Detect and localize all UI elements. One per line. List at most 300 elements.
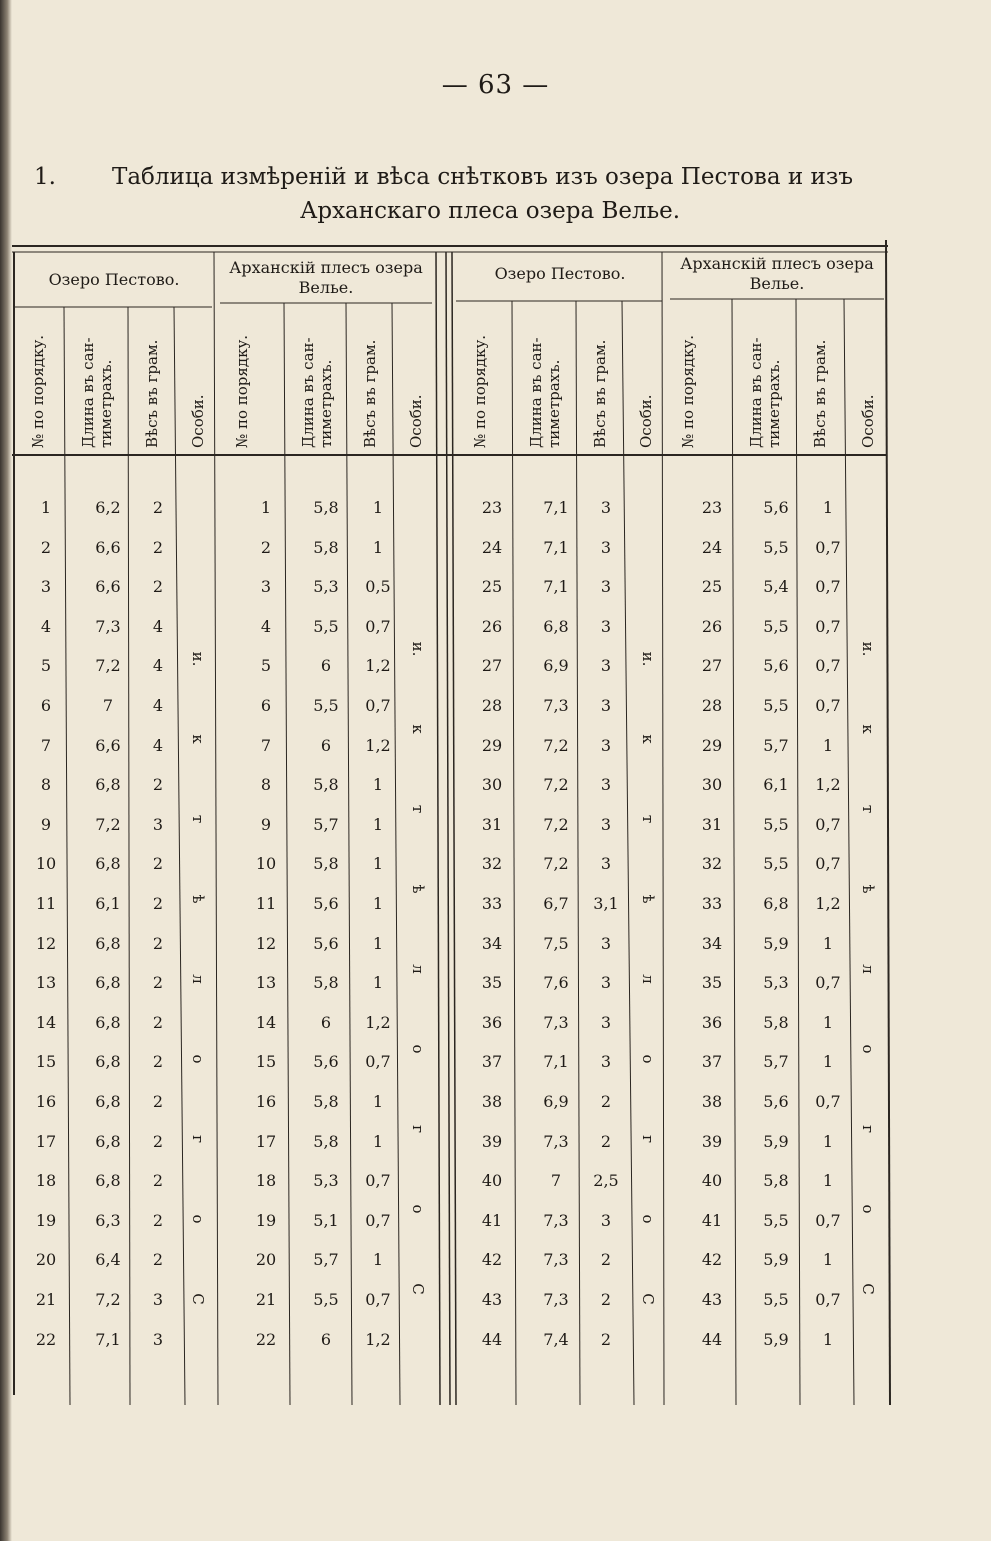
block1-arkhansky-length-cell: 6 xyxy=(320,735,332,755)
block2-arkhansky-length-cell: 5,9 xyxy=(763,1250,789,1270)
block2-arkhansky-num-cell: 24 xyxy=(701,537,723,557)
block2-pestovo-weight-cell: 3 xyxy=(600,973,612,993)
block1-arkhansky-weight-cell: 0,7 xyxy=(365,1171,391,1191)
group-header-pestovo-1: Озеро Пестово. xyxy=(48,270,180,289)
specimen-label-letter: т xyxy=(189,814,207,824)
block2-arkhansky-num-cell: 36 xyxy=(701,1012,723,1032)
block1-pestovo-length-cell: 6,8 xyxy=(95,1012,121,1032)
block1-pestovo-num-cell: 16 xyxy=(35,1092,57,1111)
specimen-label-letter: г xyxy=(409,1125,427,1133)
block2-arkhansky-num-cell: 31 xyxy=(701,814,723,834)
specimen-label-letter: С xyxy=(189,1293,207,1305)
block1-pestovo-num-cell: 21 xyxy=(35,1290,57,1309)
block1-arkhansky-length-cell: 5,6 xyxy=(313,1052,339,1072)
block2-pestovo-weight-cell: 3,1 xyxy=(593,894,619,913)
block1-pestovo-num-cell: 6 xyxy=(40,696,52,715)
block1-pestovo-num-cell: 15 xyxy=(35,1052,57,1072)
block2-pestovo-weight-cell: 3 xyxy=(600,696,612,715)
block2-pestovo-weight-cell: 2,5 xyxy=(593,1171,619,1191)
block2-pestovo-length-cell: 7,5 xyxy=(543,933,569,953)
header-num-b1a: № по порядку. xyxy=(29,334,47,448)
block1-arkhansky-num-cell: 2 xyxy=(260,537,272,557)
block1-arkhansky-weight-cell: 1,2 xyxy=(365,735,391,755)
block1-arkhansky-num-cell: 20 xyxy=(255,1250,277,1270)
block2-arkhansky-length-cell: 5,5 xyxy=(763,537,789,557)
block1-arkhansky-num-cell: 3 xyxy=(260,577,272,597)
block2-pestovo-length-cell: 6,9 xyxy=(543,656,569,676)
block2-pestovo-length-cell: 7,2 xyxy=(543,854,569,874)
block1-arkhansky-weight-cell: 1 xyxy=(372,1092,384,1111)
specimen-label-letter: С xyxy=(409,1283,427,1295)
block1-pestovo-num-cell: 17 xyxy=(35,1131,57,1151)
block1-pestovo-weight-cell: 3 xyxy=(152,1329,164,1349)
block2-pestovo-num-cell: 43 xyxy=(481,1290,503,1309)
block2-arkhansky-length-cell: 5,5 xyxy=(763,1210,789,1230)
specimen-label-letter: л xyxy=(189,974,207,984)
block2-pestovo-num-cell: 34 xyxy=(481,933,503,953)
block2-arkhansky-weight-cell: 1 xyxy=(822,735,834,755)
block1-arkhansky-num-cell: 8 xyxy=(260,775,272,795)
specimen-label-letter: т xyxy=(639,814,657,824)
block1-arkhansky-length-cell: 6 xyxy=(320,1012,332,1032)
block1-arkhansky-weight-cell: 1,2 xyxy=(365,1012,391,1032)
header-length-b2a-line-2: тиметрахъ. xyxy=(545,359,563,448)
specimen-label-letter: т xyxy=(409,804,427,814)
group-header-pestovo-2: Озеро Пестово. xyxy=(494,264,626,283)
specimen-label-letter: о xyxy=(639,1054,657,1064)
block2-arkhansky-length-cell: 5,9 xyxy=(763,933,789,953)
block1-pestovo-weight-cell: 2 xyxy=(152,973,164,993)
block2-arkhansky-weight-cell: 1 xyxy=(822,1171,834,1191)
block1-arkhansky-length-cell: 5,8 xyxy=(313,973,339,993)
block2-arkhansky-length-cell: 5,6 xyxy=(763,498,789,517)
block2-arkhansky-num-cell: 32 xyxy=(701,854,723,874)
block1-arkhansky-num-cell: 9 xyxy=(260,814,272,834)
block1-pestovo-length-cell: 7,2 xyxy=(95,656,121,676)
block1-arkhansky-num-cell: 11 xyxy=(255,894,277,913)
block1-pestovo-length-cell: 6,8 xyxy=(95,1131,121,1151)
block1-arkhansky-weight-cell: 1,2 xyxy=(365,1329,391,1349)
block1-pestovo-length-cell: 6,2 xyxy=(95,498,121,517)
block1-pestovo-num-cell: 1 xyxy=(40,498,52,517)
specimen-label-letter: к xyxy=(639,734,657,744)
block1-arkhansky-weight-cell: 0,7 xyxy=(365,1210,391,1230)
block1-arkhansky-length-cell: 5,5 xyxy=(313,696,339,715)
block2-pestovo-weight-cell: 3 xyxy=(600,498,612,517)
block2-pestovo-num-cell: 25 xyxy=(481,577,503,597)
block2-pestovo-num-cell: 38 xyxy=(481,1092,503,1111)
block1-arkhansky-weight-cell: 1 xyxy=(372,1250,384,1270)
block2-arkhansky-length-cell: 5,9 xyxy=(763,1329,789,1349)
block2-pestovo-weight-cell: 3 xyxy=(600,1052,612,1072)
block1-arkhansky-length-cell: 5,6 xyxy=(313,894,339,913)
specimen-label-letter: ѣ xyxy=(409,884,427,894)
block2-arkhansky-weight-cell: 0,7 xyxy=(815,537,841,557)
block1-arkhansky-num-cell: 1 xyxy=(260,498,272,517)
block2-pestovo-length-cell: 7,1 xyxy=(543,1052,569,1072)
block1-arkhansky-length-cell: 5,8 xyxy=(313,1131,339,1151)
caption-line-1: Таблица измѣреній и вѣса снѣтковъ изъ озера Пестова и изъ xyxy=(112,164,854,190)
block2-pestovo-num-cell: 40 xyxy=(481,1171,503,1191)
block2-pestovo-weight-cell: 2 xyxy=(600,1250,612,1270)
block2-arkhansky-weight-cell: 0,7 xyxy=(815,696,841,715)
specimen-label-letter: и. xyxy=(859,641,877,657)
block2-arkhansky-length-cell: 5,8 xyxy=(763,1171,789,1191)
block1-pestovo-num-cell: 11 xyxy=(35,894,57,913)
specimen-label-letter: и. xyxy=(189,651,207,667)
block1-pestovo-num-cell: 7 xyxy=(40,735,52,755)
block1-arkhansky-weight-cell: 1 xyxy=(372,537,384,557)
block2-arkhansky-num-cell: 23 xyxy=(701,498,723,517)
block1-pestovo-length-cell: 6,8 xyxy=(95,854,121,874)
header-length-b2b-line-1: Длина въ сан- xyxy=(747,337,765,448)
block2-arkhansky-num-cell: 34 xyxy=(701,933,723,953)
block1-arkhansky-length-cell: 5,3 xyxy=(313,577,339,597)
block2-pestovo-length-cell: 7,3 xyxy=(543,1210,569,1230)
block2-pestovo-length-cell: 7,1 xyxy=(543,498,569,517)
block1-arkhansky-length-cell: 5,8 xyxy=(313,854,339,874)
block1-pestovo-length-cell: 6,6 xyxy=(95,537,121,557)
block2-arkhansky-num-cell: 35 xyxy=(701,973,723,993)
header-length-b1a-line-2: тиметрахъ. xyxy=(97,359,115,448)
block1-arkhansky-weight-cell: 1 xyxy=(372,894,384,913)
block2-pestovo-length-cell: 6,7 xyxy=(543,894,569,913)
block1-arkhansky-num-cell: 19 xyxy=(255,1210,277,1230)
block1-arkhansky-weight-cell: 1 xyxy=(372,1131,384,1151)
block2-pestovo-length-cell: 7,2 xyxy=(543,814,569,834)
block2-pestovo-num-cell: 39 xyxy=(481,1131,503,1151)
caption-line-2: Арханскаго плеса озера Велье. xyxy=(299,198,681,224)
block2-pestovo-weight-cell: 3 xyxy=(600,735,612,755)
block2-pestovo-length-cell: 6,8 xyxy=(543,616,569,636)
specimen-label-letter: к xyxy=(189,734,207,744)
header-weight-b1b: Вѣсъ въ грам. xyxy=(361,339,379,448)
block1-arkhansky-length-cell: 5,5 xyxy=(313,616,339,636)
header-length-b1b-line-1: Длина въ сан- xyxy=(299,337,317,448)
block1-arkhansky-length-cell: 5,8 xyxy=(313,537,339,557)
block2-arkhansky-weight-cell: 0,7 xyxy=(815,854,841,874)
block2-pestovo-num-cell: 27 xyxy=(481,656,503,676)
header-length-b2b-line-2: тиметрахъ. xyxy=(765,359,783,448)
specimen-label-letter: т xyxy=(859,804,877,814)
block2-arkhansky-num-cell: 42 xyxy=(701,1250,723,1270)
block2-pestovo-length-cell: 7,3 xyxy=(543,1290,569,1309)
block1-arkhansky-length-cell: 5,5 xyxy=(313,1290,339,1309)
block2-pestovo-num-cell: 23 xyxy=(481,498,503,517)
block1-pestovo-length-cell: 7,3 xyxy=(95,616,121,636)
specimen-label-letter: о xyxy=(859,1044,877,1054)
block1-arkhansky-length-cell: 5,7 xyxy=(313,1250,339,1270)
block1-pestovo-weight-cell: 2 xyxy=(152,537,164,557)
block2-arkhansky-num-cell: 26 xyxy=(701,616,723,636)
block2-pestovo-weight-cell: 3 xyxy=(600,1210,612,1230)
block1-pestovo-weight-cell: 2 xyxy=(152,1250,164,1270)
block1-pestovo-num-cell: 18 xyxy=(35,1171,57,1191)
block2-arkhansky-weight-cell: 0,7 xyxy=(815,1092,841,1111)
block1-arkhansky-num-cell: 16 xyxy=(255,1092,277,1111)
block2-arkhansky-length-cell: 5,5 xyxy=(763,616,789,636)
specimen-label-letter: о xyxy=(409,1044,427,1054)
block1-arkhansky-num-cell: 22 xyxy=(255,1329,277,1349)
block2-pestovo-num-cell: 31 xyxy=(481,814,503,834)
block1-arkhansky-weight-cell: 0,7 xyxy=(365,1052,391,1072)
block1-pestovo-weight-cell: 2 xyxy=(152,577,164,597)
specimen-label-letter: и. xyxy=(639,651,657,667)
block2-arkhansky-weight-cell: 1,2 xyxy=(815,775,841,795)
specimen-label-letter: С xyxy=(859,1283,877,1295)
block1-pestovo-num-cell: 2 xyxy=(40,537,52,557)
block2-pestovo-weight-cell: 2 xyxy=(600,1131,612,1151)
block2-arkhansky-num-cell: 27 xyxy=(701,656,723,676)
block2-arkhansky-weight-cell: 0,7 xyxy=(815,1290,841,1309)
block1-arkhansky-weight-cell: 1,2 xyxy=(365,656,391,676)
block2-arkhansky-length-cell: 5,6 xyxy=(763,656,789,676)
block1-pestovo-length-cell: 7,2 xyxy=(95,1290,121,1309)
block2-pestovo-length-cell: 7,3 xyxy=(543,696,569,715)
header-length-b1b-line-2: тиметрахъ. xyxy=(317,359,335,448)
block2-arkhansky-length-cell: 5,5 xyxy=(763,854,789,874)
block2-arkhansky-weight-cell: 0,7 xyxy=(815,1210,841,1230)
page-number: — 63 — xyxy=(441,70,550,100)
block2-arkhansky-weight-cell: 0,7 xyxy=(815,814,841,834)
block2-arkhansky-weight-cell: 0,7 xyxy=(815,656,841,676)
block1-arkhansky-weight-cell: 1 xyxy=(372,973,384,993)
block2-pestovo-num-cell: 41 xyxy=(481,1210,503,1230)
block1-pestovo-weight-cell: 3 xyxy=(152,1290,164,1309)
block2-arkhansky-length-cell: 5,7 xyxy=(763,735,789,755)
block2-arkhansky-weight-cell: 1 xyxy=(822,933,834,953)
block2-pestovo-length-cell: 7,3 xyxy=(543,1250,569,1270)
block2-pestovo-length-cell: 7,1 xyxy=(543,537,569,557)
block2-arkhansky-length-cell: 5,6 xyxy=(763,1092,789,1111)
block1-arkhansky-length-cell: 6 xyxy=(320,1329,332,1349)
block2-pestovo-length-cell: 7,3 xyxy=(543,1131,569,1151)
block1-arkhansky-weight-cell: 0,7 xyxy=(365,616,391,636)
group-header-arkhansky-2: Арханскій плесъ озера Велье. xyxy=(680,254,874,293)
specimen-label-letter: ѣ xyxy=(189,894,207,904)
block1-pestovo-num-cell: 4 xyxy=(40,616,52,636)
header-num-b1b: № по порядку. xyxy=(233,334,251,448)
block1-pestovo-weight-cell: 2 xyxy=(152,894,164,913)
block1-arkhansky-num-cell: 17 xyxy=(255,1131,277,1151)
block2-pestovo-length-cell: 7,2 xyxy=(543,735,569,755)
block2-pestovo-num-cell: 28 xyxy=(481,696,503,715)
block1-arkhansky-num-cell: 6 xyxy=(260,696,272,715)
block2-pestovo-weight-cell: 3 xyxy=(600,854,612,874)
block1-arkhansky-length-cell: 5,6 xyxy=(313,933,339,953)
block1-pestovo-num-cell: 12 xyxy=(35,933,57,953)
block1-arkhansky-weight-cell: 1 xyxy=(372,933,384,953)
specimen-label-letter: г xyxy=(639,1135,657,1143)
specimen-label-letter: о xyxy=(189,1214,207,1224)
block1-arkhansky-length-cell: 6 xyxy=(320,656,332,676)
block2-arkhansky-weight-cell: 1 xyxy=(822,1329,834,1349)
block2-arkhansky-length-cell: 5,7 xyxy=(763,1052,789,1072)
block2-pestovo-length-cell: 7 xyxy=(550,1171,562,1191)
header-specimens-b1b: Особи. xyxy=(407,394,425,448)
block2-arkhansky-num-cell: 25 xyxy=(701,577,723,597)
specimen-label-letter: л xyxy=(859,964,877,974)
header-specimens-b2a: Особи. xyxy=(637,394,655,448)
caption-number: 1. xyxy=(34,164,56,190)
block1-arkhansky-weight-cell: 0,5 xyxy=(365,577,391,597)
block2-arkhansky-num-cell: 44 xyxy=(701,1329,723,1349)
block1-pestovo-length-cell: 6,8 xyxy=(95,775,121,795)
specimen-label-letter: ѣ xyxy=(639,894,657,904)
specimen-label-letter: к xyxy=(859,724,877,734)
block1-pestovo-num-cell: 14 xyxy=(35,1012,57,1032)
block1-arkhansky-num-cell: 15 xyxy=(255,1052,277,1072)
block1-arkhansky-weight-cell: 1 xyxy=(372,854,384,874)
block1-arkhansky-length-cell: 5,8 xyxy=(313,775,339,795)
block1-pestovo-weight-cell: 2 xyxy=(152,1052,164,1072)
block1-arkhansky-length-cell: 5,7 xyxy=(313,814,339,834)
block1-pestovo-weight-cell: 2 xyxy=(152,1012,164,1032)
block2-pestovo-num-cell: 42 xyxy=(481,1250,503,1270)
specimen-label-letter: о xyxy=(189,1054,207,1064)
block1-pestovo-length-cell: 7 xyxy=(102,696,114,715)
block1-pestovo-weight-cell: 2 xyxy=(152,1092,164,1111)
block2-arkhansky-weight-cell: 1 xyxy=(822,1131,834,1151)
block2-pestovo-num-cell: 32 xyxy=(481,854,503,874)
block1-pestovo-weight-cell: 4 xyxy=(152,656,164,676)
block2-arkhansky-weight-cell: 0,7 xyxy=(815,973,841,993)
block2-arkhansky-num-cell: 29 xyxy=(701,735,723,755)
header-specimens-b1a: Особи. xyxy=(189,394,207,448)
block2-pestovo-num-cell: 35 xyxy=(481,973,503,993)
block2-arkhansky-weight-cell: 0,7 xyxy=(815,616,841,636)
block1-pestovo-weight-cell: 2 xyxy=(152,933,164,953)
block1-arkhansky-length-cell: 5,1 xyxy=(313,1210,339,1230)
block2-arkhansky-num-cell: 37 xyxy=(701,1052,723,1072)
header-weight-b1a: Вѣсъ въ грам. xyxy=(143,339,161,448)
block1-pestovo-num-cell: 10 xyxy=(35,854,57,874)
group-header-arkhansky-1: Арханскій плесъ озера Велье. xyxy=(229,258,423,297)
block1-pestovo-length-cell: 6,6 xyxy=(95,577,121,597)
block1-arkhansky-weight-cell: 1 xyxy=(372,498,384,517)
block2-pestovo-num-cell: 26 xyxy=(481,616,503,636)
block1-arkhansky-weight-cell: 1 xyxy=(372,775,384,795)
block2-arkhansky-num-cell: 33 xyxy=(701,894,723,913)
block2-pestovo-weight-cell: 2 xyxy=(600,1290,612,1309)
block1-pestovo-weight-cell: 4 xyxy=(152,616,164,636)
block2-pestovo-num-cell: 37 xyxy=(481,1052,503,1072)
block1-arkhansky-num-cell: 12 xyxy=(255,933,277,953)
block2-arkhansky-weight-cell: 1 xyxy=(822,1012,834,1032)
block2-pestovo-weight-cell: 3 xyxy=(600,814,612,834)
header-num-b2b: № по порядку. xyxy=(679,334,697,448)
block2-arkhansky-length-cell: 5,3 xyxy=(763,973,789,993)
block1-pestovo-length-cell: 6,8 xyxy=(95,1052,121,1072)
block1-arkhansky-length-cell: 5,3 xyxy=(313,1171,339,1191)
block1-pestovo-length-cell: 7,2 xyxy=(95,814,121,834)
block1-pestovo-weight-cell: 2 xyxy=(152,775,164,795)
block1-pestovo-length-cell: 7,1 xyxy=(95,1329,121,1349)
block2-pestovo-num-cell: 24 xyxy=(481,537,503,557)
specimen-label-letter: л xyxy=(639,974,657,984)
block2-pestovo-weight-cell: 3 xyxy=(600,1012,612,1032)
block2-arkhansky-num-cell: 41 xyxy=(701,1210,723,1230)
block1-arkhansky-num-cell: 14 xyxy=(255,1012,277,1032)
block2-arkhansky-length-cell: 5,9 xyxy=(763,1131,789,1151)
specimen-label-letter: о xyxy=(859,1204,877,1214)
block2-pestovo-length-cell: 7,1 xyxy=(543,577,569,597)
block1-pestovo-weight-cell: 2 xyxy=(152,498,164,517)
block1-pestovo-weight-cell: 4 xyxy=(152,735,164,755)
specimen-label-letter: л xyxy=(409,964,427,974)
block1-pestovo-num-cell: 9 xyxy=(40,814,52,834)
block2-pestovo-length-cell: 6,9 xyxy=(543,1092,569,1111)
header-specimens-b2b: Особи. xyxy=(859,394,877,448)
block2-arkhansky-length-cell: 5,8 xyxy=(763,1012,789,1032)
block2-pestovo-length-cell: 7,3 xyxy=(543,1012,569,1032)
block2-arkhansky-length-cell: 6,8 xyxy=(763,894,789,913)
block2-arkhansky-weight-cell: 1 xyxy=(822,1250,834,1270)
header-weight-b2a: Вѣсъ въ грам. xyxy=(591,339,609,448)
block1-pestovo-length-cell: 6,8 xyxy=(95,1171,121,1191)
block1-pestovo-length-cell: 6,8 xyxy=(95,1092,121,1111)
specimen-label-letter: о xyxy=(639,1214,657,1224)
block1-pestovo-num-cell: 3 xyxy=(40,577,52,597)
specimen-label-letter: к xyxy=(409,724,427,734)
specimen-label-letter: ѣ xyxy=(859,884,877,894)
header-length-b2a-line-1: Длина въ сан- xyxy=(527,337,545,448)
block2-pestovo-weight-cell: 2 xyxy=(600,1329,612,1349)
specimen-label-letter: С xyxy=(639,1293,657,1305)
block1-pestovo-length-cell: 6,3 xyxy=(95,1210,121,1230)
block2-pestovo-weight-cell: 2 xyxy=(600,1092,612,1111)
header-num-b2a: № по порядку. xyxy=(471,334,489,448)
block2-arkhansky-weight-cell: 0,7 xyxy=(815,577,841,597)
block1-pestovo-weight-cell: 2 xyxy=(152,1171,164,1191)
block2-pestovo-weight-cell: 3 xyxy=(600,616,612,636)
header-weight-b2b: Вѣсъ въ грам. xyxy=(811,339,829,448)
block1-arkhansky-num-cell: 21 xyxy=(255,1290,277,1309)
block2-pestovo-num-cell: 29 xyxy=(481,735,503,755)
block2-arkhansky-num-cell: 38 xyxy=(701,1092,723,1111)
block2-pestovo-weight-cell: 3 xyxy=(600,775,612,795)
block1-arkhansky-num-cell: 18 xyxy=(255,1171,277,1191)
block2-pestovo-length-cell: 7,6 xyxy=(543,973,569,993)
block1-arkhansky-length-cell: 5,8 xyxy=(313,1092,339,1111)
block2-pestovo-num-cell: 36 xyxy=(481,1012,503,1032)
block1-arkhansky-num-cell: 10 xyxy=(255,854,277,874)
block1-pestovo-num-cell: 20 xyxy=(35,1250,57,1270)
block2-pestovo-num-cell: 33 xyxy=(481,894,503,913)
block2-arkhansky-num-cell: 28 xyxy=(701,696,723,715)
block1-pestovo-length-cell: 6,1 xyxy=(95,894,121,913)
block2-arkhansky-length-cell: 5,5 xyxy=(763,1290,789,1309)
block2-arkhansky-weight-cell: 1 xyxy=(822,498,834,517)
block2-arkhansky-weight-cell: 1 xyxy=(822,1052,834,1072)
block2-pestovo-length-cell: 7,4 xyxy=(543,1329,569,1349)
block1-arkhansky-length-cell: 5,8 xyxy=(313,498,339,517)
block1-pestovo-length-cell: 6,8 xyxy=(95,973,121,993)
block2-arkhansky-length-cell: 6,1 xyxy=(763,775,789,795)
header-length-b1a-line-1: Длина въ сан- xyxy=(79,337,97,448)
block1-pestovo-weight-cell: 4 xyxy=(152,696,164,715)
block1-pestovo-num-cell: 22 xyxy=(35,1329,57,1349)
block1-pestovo-length-cell: 6,8 xyxy=(95,933,121,953)
block2-pestovo-weight-cell: 3 xyxy=(600,933,612,953)
block2-pestovo-num-cell: 44 xyxy=(481,1329,503,1349)
specimen-label-letter: и. xyxy=(409,641,427,657)
block1-arkhansky-weight-cell: 0,7 xyxy=(365,1290,391,1309)
block2-pestovo-length-cell: 7,2 xyxy=(543,775,569,795)
block2-pestovo-weight-cell: 3 xyxy=(600,577,612,597)
block2-pestovo-num-cell: 30 xyxy=(481,775,503,795)
block2-pestovo-weight-cell: 3 xyxy=(600,537,612,557)
